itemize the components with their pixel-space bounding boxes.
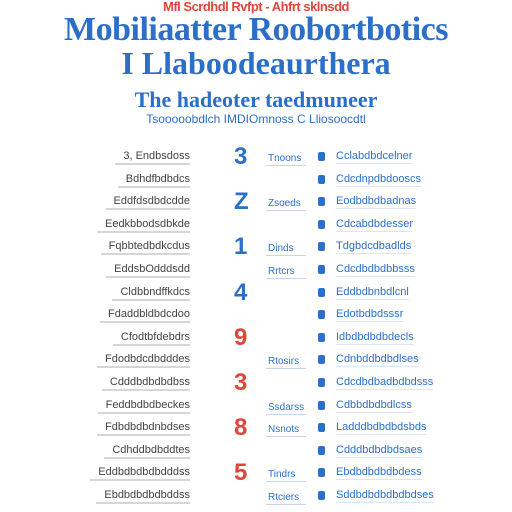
left-list-item: [30, 329, 230, 352]
big-number: 3: [234, 143, 248, 170]
subtitle: The hadeoter taedmuneer: [134, 88, 378, 112]
bullet-icon: [318, 310, 325, 319]
bullet-icon: [318, 355, 325, 364]
number-row: [226, 323, 316, 352]
right-list-item-rule: [336, 186, 421, 187]
right-list-item: [312, 238, 487, 261]
number-row-rule: [266, 481, 306, 482]
left-list-item-label: 3, Endbsdoss: [123, 150, 190, 162]
number-row-label: Ssdarss: [268, 401, 305, 413]
number-row: [226, 414, 316, 442]
number-row-label: Rrtcrs: [268, 265, 295, 277]
right-list-item-rule: [336, 321, 403, 322]
number-row-label: Zsoeds: [268, 198, 301, 210]
bullet-icon: [318, 333, 325, 342]
number-row-rule: [266, 414, 306, 415]
right-list-item: [312, 284, 487, 307]
right-list-item: [312, 329, 487, 352]
left-list-item-rule: [100, 321, 190, 323]
left-list-item: [30, 351, 230, 374]
left-list-item: [30, 261, 230, 284]
left-list-item-rule: [98, 412, 190, 414]
right-list-item-rule: [336, 502, 434, 503]
number-row: [226, 233, 316, 261]
subtitle-line: Tsooooobdlch IMDIOmnoss C Lliosoocdtl: [146, 112, 366, 126]
bullet-icon: [318, 242, 325, 251]
page-title-line-1: Mobiliaatter Roobortbotics: [64, 11, 448, 48]
left-list-item: [30, 171, 230, 194]
left-list-item-rule: [101, 253, 190, 255]
left-list-item-label: Eddbdbdbdbdddss: [98, 466, 190, 479]
number-row-rule: [266, 368, 306, 369]
right-list-item-rule: [336, 344, 414, 345]
right-list-item-rule: [336, 479, 422, 480]
left-list-item-rule: [106, 208, 190, 210]
right-list-item-rule: [336, 163, 412, 164]
left-list-item-rule: [97, 231, 190, 233]
number-row-rule: [266, 255, 306, 256]
left-list-item-label: Fdaddbldbdcdoo: [108, 308, 190, 321]
left-list-item-label: Eddfdsdbdcdde: [113, 195, 190, 208]
right-list-item: [312, 351, 487, 374]
right-list-item-label: Cdcabdbdesser: [336, 217, 414, 230]
right-list-item: [312, 374, 487, 397]
right-list-item-rule: [336, 434, 427, 435]
big-number: Z: [234, 188, 249, 216]
left-list-item-rule: [113, 344, 190, 346]
number-column: [226, 143, 316, 510]
number-row-label: Dinds: [268, 243, 294, 255]
left-list-item-rule: [112, 299, 190, 301]
number-row-rule: [266, 165, 306, 166]
number-row: [226, 487, 316, 510]
number-row-label: Nsnots: [268, 424, 300, 436]
right-list-item: [312, 148, 487, 171]
left-list-item: [30, 464, 230, 487]
right-list-item: [312, 261, 487, 284]
number-row-label: Rtciers: [268, 491, 300, 503]
right-list-item-label: Ladddbdbdbdsbds: [336, 421, 427, 434]
number-row: [226, 459, 316, 487]
right-list: [312, 148, 487, 510]
right-list-item-label: Cdcdbdbadbdbdsss: [336, 375, 434, 388]
right-list-item-label: Cdcdbdbdbbsss: [336, 262, 415, 275]
right-list-item-label: Sddbdbdbdbdbdses: [336, 488, 434, 501]
left-list-item-label: Eedkbbodsdbkde: [104, 217, 190, 230]
left-list-item-rule: [115, 163, 190, 165]
right-list-item-label: Ebdbdbdbdbdess: [336, 466, 422, 479]
right-list-item: [312, 171, 487, 194]
right-list-item-rule: [336, 276, 415, 277]
left-list-item-rule: [97, 434, 190, 436]
number-row: [226, 368, 316, 397]
number-row-rule: [266, 278, 306, 279]
right-list-item-rule: [336, 299, 409, 300]
left-list-item-label: Ebdbdbdbdbddss: [104, 488, 190, 501]
right-list-item-label: Eodbdbdbadnas: [336, 195, 417, 208]
number-row-label: Tindrs: [268, 469, 296, 481]
number-row: [226, 278, 316, 307]
bullet-icon: [318, 175, 325, 184]
bullet-icon: [318, 468, 325, 477]
left-list-item-label: Cdhddbdbddtes: [112, 443, 190, 456]
left-list-item: [30, 374, 230, 397]
right-list-item: [312, 216, 487, 239]
right-list-item-rule: [336, 389, 433, 390]
left-list-item: [30, 284, 230, 307]
big-number: 8: [234, 414, 248, 442]
right-list-item: [312, 419, 487, 442]
left-list-item: [30, 193, 230, 216]
bullet-icon: [318, 152, 325, 161]
big-number: 9: [234, 323, 248, 351]
left-list-item: [30, 148, 230, 171]
right-list-item-label: Cclabdbdcelner: [336, 150, 413, 162]
bullet-icon: [318, 265, 325, 274]
number-row-rule: [266, 436, 306, 437]
left-list-item: [30, 442, 230, 465]
right-list-item-label: Cdnbddbdbdlses: [336, 353, 419, 366]
right-list-item-label: Edotbdbdsssr: [336, 308, 404, 321]
number-row: [226, 188, 316, 216]
left-list: [30, 148, 230, 510]
right-list-item-rule: [336, 457, 422, 458]
bullet-icon: [318, 401, 325, 410]
left-list-item: [30, 487, 230, 510]
right-list-item-label: Cdcdnpdbdooscs: [336, 172, 422, 185]
left-list-item: [30, 216, 230, 239]
right-list-item-rule: [336, 231, 413, 232]
big-number: 1: [234, 233, 248, 261]
left-list-item: [30, 238, 230, 261]
right-list-item-rule: [336, 208, 416, 209]
left-list-item-label: Fqbbtedbdkcdus: [108, 240, 190, 253]
left-list-item-rule: [104, 457, 190, 459]
left-list-item-rule: [96, 502, 190, 504]
right-list-item-label: Cdddbdbdbdsaes: [336, 443, 423, 456]
right-list-item-label: Eddbdbnbdlcnl: [336, 285, 409, 298]
left-list-item: [30, 397, 230, 420]
big-number: 4: [234, 278, 248, 306]
right-list-item: [312, 464, 487, 487]
left-list-item-label: Bdhdfbdbdcs: [125, 172, 190, 185]
right-list-item: [312, 193, 487, 216]
left-list-item-rule: [118, 186, 190, 188]
bullet-icon: [318, 220, 325, 229]
bullet-icon: [318, 423, 325, 432]
left-list-item-label: Fdbdbdbdnbdses: [104, 421, 190, 434]
left-list-item-label: Fdodbdcdbdddes: [104, 353, 190, 366]
bullet-icon: [318, 197, 325, 206]
big-number: 3: [234, 368, 248, 396]
right-list-item-label: Idbdbdbdbdecls: [336, 330, 414, 343]
bullet-icon: [318, 446, 325, 455]
left-list-item-label: Feddbdbdbeckes: [105, 398, 190, 411]
right-list-item-label: Tdgbdcdbadlds: [336, 240, 412, 253]
left-list-item-rule: [102, 389, 190, 391]
right-list-item-rule: [336, 253, 411, 254]
right-list-item-rule: [336, 412, 412, 413]
right-list-item: [312, 397, 487, 420]
page-title-line-2: I Llaboodeaurthera: [121, 45, 391, 81]
left-list-item: [30, 306, 230, 329]
right-list-item-rule: [336, 366, 419, 367]
number-row-label: Tnoons: [268, 153, 302, 164]
bullet-icon: [318, 288, 325, 297]
bullet-icon: [318, 491, 325, 500]
left-list-item-rule: [97, 366, 190, 368]
right-list-item: [312, 442, 487, 465]
number-row-rule: [266, 210, 306, 211]
bullet-icon: [318, 378, 325, 387]
big-number: 5: [234, 459, 248, 487]
left-list-item-label: Cdddbdbdbdbss: [109, 375, 190, 388]
top-red-strip: Mfl Scrdhdl Rvfpt - Ahfrt sklnsdd: [163, 0, 349, 14]
left-list-item-label: Cfodtbfdebdrs: [120, 330, 190, 343]
number-row-label: Rtosirs: [268, 356, 300, 368]
left-list-item-rule: [90, 479, 190, 481]
right-list-item-label: Cdbbdbdbdlcss: [336, 398, 412, 411]
right-list-item: [312, 487, 487, 510]
number-row: [226, 143, 316, 171]
right-list-item: [312, 306, 487, 329]
left-list-item: [30, 419, 230, 442]
left-list-item-rule: [106, 276, 190, 278]
left-list-item-label: EddsbOdddsdd: [114, 262, 190, 275]
number-row-rule: [266, 504, 306, 505]
left-list-item-label: Cldbbndffkdcs: [120, 285, 190, 298]
